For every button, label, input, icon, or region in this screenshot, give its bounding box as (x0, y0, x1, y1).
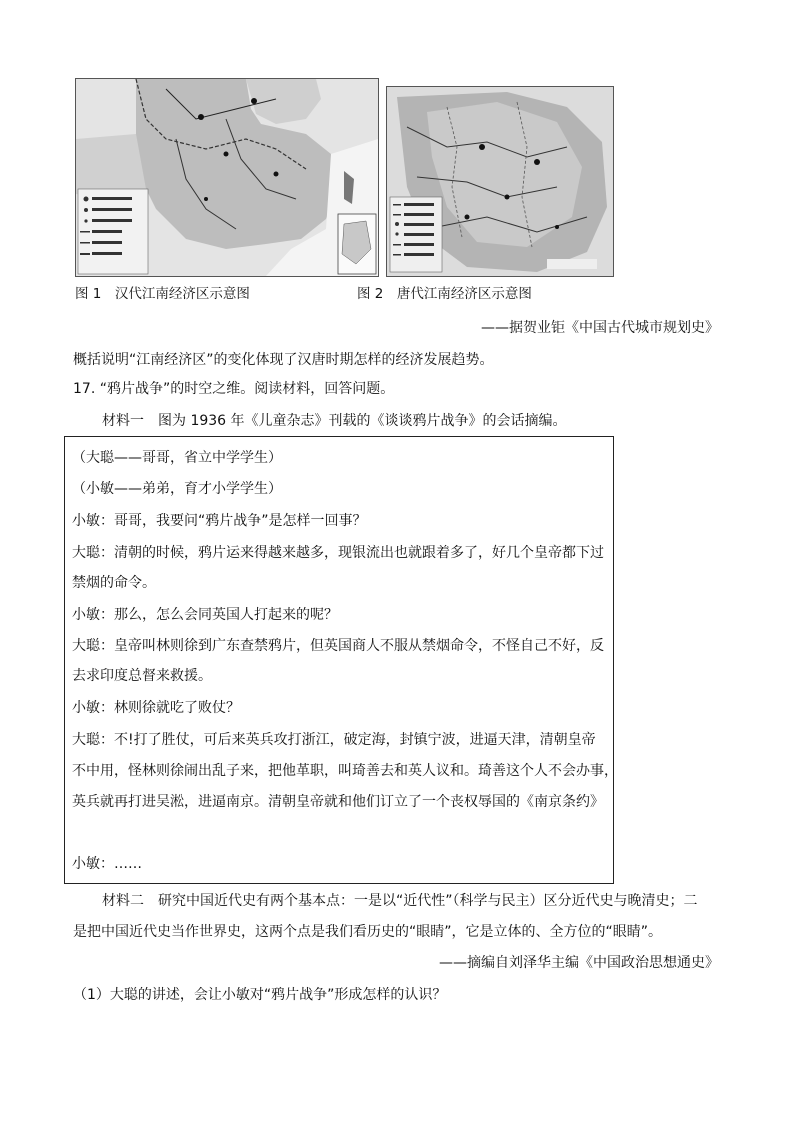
dialogue-line: 小敏：…… (72, 856, 142, 872)
dialogue-line: 大聪：不!打了胜仗，可后来英兵攻打浙江，破定海，封镇宁波，进逼天津，清朝皇帝 (72, 732, 596, 748)
fig1-caption: 图 1 汉代江南经济区示意图 (75, 286, 250, 302)
dialogue-line: 小敏：那么，怎么会同英国人打起来的呢？ (72, 607, 338, 623)
dialogue-line: 不中用，怪林则徐闹出乱子来，把他革职，叫琦善去和英人议和。琦善这个人不会办事， (72, 763, 618, 779)
fig2-caption: 图 2 唐代江南经济区示意图 (357, 286, 532, 302)
dialogue-line: 大聪：皇帝叫林则徐到广东查禁鸦片，但英国商人不服从禁烟命令，不怪自己不好，反 (72, 638, 604, 654)
q17-title: 17. “鸦片战争”的时空之维。阅读材料，回答问题。 (73, 381, 395, 397)
dialogue-line: 小敏：林则徐就吃了败仗？ (72, 700, 240, 716)
dialogue-line: （大聪——哥哥，省立中学学生） (72, 450, 282, 466)
dialogue-line: 禁烟的命令。 (72, 575, 156, 591)
dialogue-box (64, 436, 614, 884)
han-map-figure (75, 78, 379, 277)
dialogue-line: 大聪：清朝的时候，鸦片运来得越来越多，现银流出也就跟着多了，好几个皇帝都下过 (72, 545, 604, 561)
tang-map-figure (386, 86, 614, 277)
material2-line: 材料二 研究中国近代史有两个基本点：一是以“近代性”（科学与民主）区分近代史与晚清史；二 (102, 893, 698, 909)
material1-intro: 材料一 图为 1936 年《儿童杂志》刊载的《谈谈鸦片战争》的会话摘编。 (102, 413, 567, 429)
q16-prompt: 概括说明“江南经济区”的变化体现了汉唐时期怎样的经济发展趋势。 (73, 352, 494, 368)
dialogue-line: 小敏：哥哥，我要问“鸦片战争”是怎样一回事？ (72, 513, 367, 529)
material2-line: 是把中国近代史当作世界史，这两个点是我们看历史的“眼睛”，它是立体的、全方位的“眼睛”。 (73, 924, 663, 940)
dialogue-line: 英兵就再打进吴淞，进逼南京。清朝皇帝就和他们订立了一个丧权辱国的《南京条约》 (72, 794, 604, 810)
figure-source: ——据贺业钜《中国古代城市规划史》 (481, 320, 719, 336)
material2-source: ——摘编自刘泽华主编《中国政治思想通史》 (439, 955, 719, 971)
q17-sub1: （1）大聪的讲述，会让小敏对“鸦片战争”形成怎样的认识？ (73, 987, 447, 1003)
dialogue-line: 去求印度总督来救援。 (72, 668, 212, 684)
dialogue-line: （小敏——弟弟，育才小学学生） (72, 481, 282, 497)
